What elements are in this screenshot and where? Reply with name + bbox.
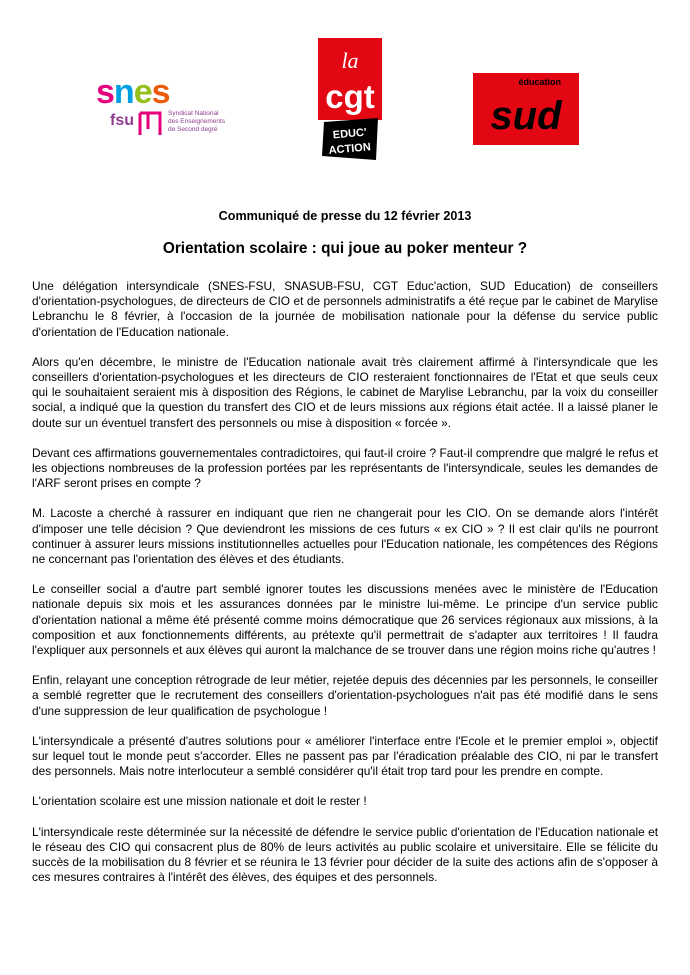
cgt-main-word: cgt [325,78,375,115]
snes-caption-3: de Second degré [168,126,218,133]
snes-letter-n: n [113,73,134,111]
snes-caption-2: des Enseignements [168,118,226,125]
page-title: Orientation scolaire : qui joue au poker menteur ? [162,240,528,257]
paragraph-9: L'intersyndicale reste déterminée sur la nécessité de défendre le service public d'orientation de l'Education nationale et le réseau des CIO qui consacrent plus de 80% de leurs activités au public scolaire et universitaire. Elle se félicite du succès de la mobilisation du 8 février et se réunira le 13 février pour décider de la suite des actions afin de s'opposer à ces mesures contraires à l'intérêt des élèves, des équipes et des personnels. [32,824,658,885]
snes-letter-s2: s [151,73,170,111]
press-release-date: Communiqué de presse du 12 février 2013 [218,209,472,223]
paragraph-4: M. Lacoste a cherché à rassurer en indiquant que rien ne changerait pour les CIO. On se demande alors l'intérêt d'imposer une telle décision ? Que deviendront les missions de ces futurs « ex CIO » ? Il est clair qu'ils ne pourront continuer à assurer leurs missions institutionnelles actuelles pour l'Education nationale, les compétences des Régions ne concernant pas l'orientation des élèves et des étudiants. [32,506,658,567]
cgt-top-word: la [341,48,359,73]
paragraph-8: L'orientation scolaire est une mission nationale et doit le rester ! [32,794,367,809]
paragraph-3: Devant ces affirmations gouvernementales contradictoires, qui faut-il croire ? Faut-il comprendre que malgré le refus et les objections nombreuses de la profession portées par les représentants de l'intersyndicale, seules les demandes de l'ARF seront prises en compte ? [32,445,658,491]
cgt-sub-2: ACTION [328,141,372,157]
snes-sub-wordmark: fsu [110,112,134,129]
cgt-sub-1: EDUC' [332,126,368,142]
sud-top-word: éducation [518,77,561,87]
snes-letter-e: e [133,73,152,111]
paragraph-6: Enfin, relayant une conception rétrograde de leur métier, rejetée depuis des décennies par les personnels, le conseiller a semblé regretter que le recrutement des conseillers d'orientation-psychologues n'ait pas été modifié dans le sens d'une suppression de leur qualification de psychologue ! [32,673,658,718]
svg-text:snes [96,73,170,111]
cgt-educaction-logo [318,38,382,160]
snes-letter-s: s [96,73,114,111]
snes-figure-icon [140,113,160,135]
snes-fsu-logo [96,73,246,143]
paragraph-7: L'intersyndicale a présenté d'autres solutions pour « améliorer l'interface entre l'Ecole et le premier emploi », objectif sur lequel tout le monde peut s'accorder. Elles ne passent pas par l'éradication préalable des CIO, ni par le transfert des personnels. Mais notre interlocuteur a semblé considérer qu'il était trop tard pour les prendre en compte. [32,733,658,779]
paragraph-2: Alors qu'en décembre, le ministre de l'Education nationale avait très clairement affirmé à l'intersyndicale que les conseillers d'orientation-psychologues et les directeurs de CIO resteraient fonctionnaires de l'Etat et que seuls ceux qui le souhaitaient seraient mis à disposition des Régions, le cabinet de Marylise Lebranchu, par la voix du conseiller social, a indiqué que la question du transfert des CIO et de leurs missions aux régions était actée. Il a laissé planer le doute sur un éventuel transfert des personnels ou mise à disposition « forcée ». [32,354,658,430]
article-body [32,279,658,901]
sud-main-word: sud [490,94,562,138]
paragraph-5: Le conseiller social a d'autre part semblé ignorer toutes les discussions menées avec le ministère de l'Education nationale depuis six mois et les assurances données par le ministre lui-même. Le principe d'un service public d'orientation national a même été présenté comme moins démocratique que 26 services régionaux aux missions, à la composition et aux fonctionnements différents, au prétexte qu'il permettrait de s'adapter aux territoires ! Il faudra l'expliquer aux personnels et aux élèves qui auront la malchance de se trouver dans une région moins riche qu'autres ! [32,582,658,658]
paragraph-1: Une délégation intersyndicale (SNES-FSU, SNASUB-FSU, CGT Educ'action, SUD Education) de conseillers d'orientation-psychologues, de directeurs de CIO et de personnels administratifs a été reçue par le cabinet de Marylise Lebranchu le 8 février, à l'occasion de la journée de mobilisation nationale pour la défense du service public d'orientation de l'Education nationale. [32,279,658,339]
snes-caption-1: Syndicat National [168,110,219,117]
sud-education-logo [473,73,579,145]
